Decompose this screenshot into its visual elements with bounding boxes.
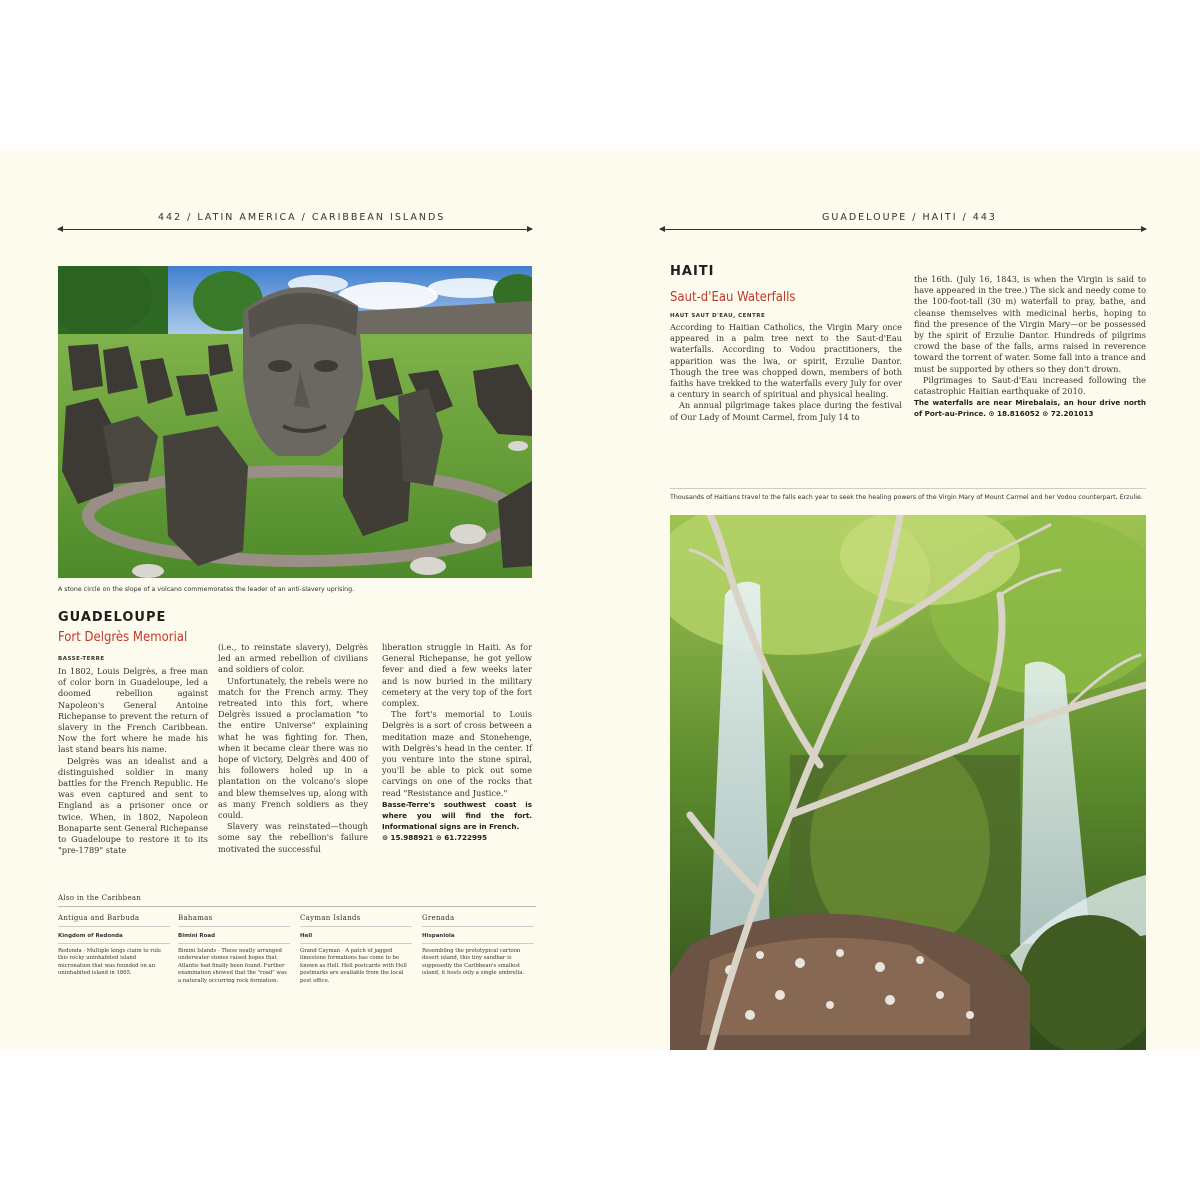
delgres-head-sculpture bbox=[243, 287, 363, 456]
article-column-1 bbox=[58, 666, 208, 856]
running-head-left: 442 / LATIN AMERICA / CARIBBEAN ISLANDS bbox=[158, 212, 446, 223]
paragraph: Slavery was reinstated—though some say the rebellion's failure motivated the successful bbox=[218, 821, 368, 854]
paragraph: According to Haitian Catholics, the Virgin Mary once appeared in a palm tree next to the Saut-d'Eau waterfalls. According to Vodou practitioners, the apparition was the lwa, or spirit, Erzulie Dantor. Though the tree was chopped down, members of both faiths have trekked to the waterfalls every July for over a century in search of spiritual and physical healing. bbox=[670, 322, 902, 400]
sidebar-text: Bimini Islands · These neatly arranged underwater stones raised hopes that Atlantis had finally been found. Further examination showed that the "road" was a naturally occurring rock formation. bbox=[178, 948, 287, 984]
right-page bbox=[600, 150, 1200, 1050]
stone-circle-photo bbox=[58, 266, 532, 578]
also-in-caribbean-heading: Also in the Caribbean bbox=[58, 894, 142, 902]
header-rule-right bbox=[660, 229, 1146, 230]
sidebar-country: Antigua and Barbuda bbox=[58, 914, 170, 927]
country-heading-guadeloupe: GUADELOUPE bbox=[58, 610, 167, 625]
visitor-info: Basse-Terre's southwest coast is where you will find the fort. Informational signs are in French. bbox=[382, 799, 532, 831]
paragraph: The fort's memorial to Louis Delgrès is a sort of cross between a meditation maze and Stonehenge, with Delgrès's head in the center. If you venture into the stone spiral, you'll be able to pick out some carvings on one of the rocks that read "Resistance and Justice." bbox=[382, 709, 532, 798]
sidebar-entry bbox=[422, 914, 534, 978]
sidebar-site: Hispaniola bbox=[422, 932, 534, 944]
sidebar-rule bbox=[58, 906, 536, 907]
paragraph: An annual pilgrimage takes place during the festival of Our Lady of Mount Carmel, from July 14 to bbox=[670, 400, 902, 422]
article-column-2 bbox=[914, 274, 1146, 419]
sidebar-country: Grenada bbox=[422, 914, 534, 927]
left-page bbox=[0, 150, 600, 1050]
site-title-saut-deau: Saut-d'Eau Waterfalls bbox=[670, 290, 796, 305]
visitor-info: The waterfalls are near Mirebalais, an hour drive north of Port-au-Prince. ⊙ 18.816052 ⊙ 72.201013 bbox=[914, 398, 1146, 419]
sidebar-entry bbox=[58, 914, 170, 978]
paragraph: (i.e., to reinstate slavery), Delgrès led an armed rebellion of civilians and soldiers of color. bbox=[218, 642, 368, 675]
article-column-3 bbox=[382, 642, 532, 843]
sidebar-text: Grand Cayman · A patch of jagged limestone formations has come to be known as Hell. Hell postcards with Hell postmarks are available from the local post office. bbox=[300, 948, 407, 984]
sidebar-site: Kingdom of Redonda bbox=[58, 932, 170, 944]
article-column-1 bbox=[670, 322, 902, 423]
sidebar-entry bbox=[300, 914, 412, 985]
photo-caption-right: Thousands of Haitians travel to the falls each year to seek the healing powers of the Virgin Mary of Mount Carmel and her Vodou counterpart, Erzulie. bbox=[670, 488, 1146, 502]
site-title-fort-delgres: Fort Delgrès Memorial bbox=[58, 630, 188, 645]
waterfall-photo bbox=[670, 515, 1146, 1050]
sidebar-site: Bimini Road bbox=[178, 932, 290, 944]
country-heading-haiti: HAITI bbox=[670, 264, 715, 279]
running-head-right: GUADELOUPE / HAITI / 443 bbox=[822, 212, 997, 223]
paragraph: Pilgrimages to Saut-d'Eau increased following the catastrophic Haitian earthquake of 2010. bbox=[914, 374, 1146, 397]
article-column-2 bbox=[218, 642, 368, 855]
paragraph: Delgrès was an idealist and a distinguished soldier in many battles for the French Republic. He was even captured and sent to England as a prisoner once or twice. When, in 1802, Napoleon Bonaparte sent General Richepanse to Guadeloupe to restore it to its "pre-1789" state bbox=[58, 755, 208, 856]
gps-coordinates: ⊙ 15.988921 ⊙ 61.722995 bbox=[382, 832, 488, 842]
sidebar-country: Cayman Islands bbox=[300, 914, 412, 927]
sidebar-country: Bahamas bbox=[178, 914, 290, 927]
paragraph: the 16th. (July 16, 1843, is when the Virgin is said to have appeared in the tree.) The sick and needy come to the 100-foot-tall (30 m) waterfall to pray, bathe, and cleanse themselves with medicinal herbs, hoping to find the presence of the Virgin Mary—or be possessed by the spirit of Erzulie Dantor. Hundreds of pilgrims crowd the base of the falls, arms raised in reverence toward the torrent of water. Some fall into a trance and must be supported by others so they don't drown. bbox=[914, 274, 1146, 374]
book-spread bbox=[0, 150, 1200, 1050]
header-rule-left bbox=[58, 229, 532, 230]
site-location-haut-saut-deau: HAUT SAUT D'EAU, CENTRE bbox=[670, 313, 766, 319]
paragraph: In 1802, Louis Delgrès, a free man of color born in Guadeloupe, led a doomed rebellion against Napoleon's General Antoine Richepanse to prevent the return of slavery in the French Caribbean. Now the fort where he made his last stand bears his name. bbox=[58, 666, 208, 755]
sidebar-site: Hell bbox=[300, 932, 412, 944]
site-location-basse-terre: BASSE-TERRE bbox=[58, 656, 105, 662]
paragraph: Unfortunately, the rebels were no match for the French army. They retreated into this fort, where Delgrès issued a proclamation "to the entire Universe" explaining what he was fighting for. Then, when it became clear there was no hope of victory, Delgrès and 400 of his followers holed up in a plantation on the volcano's slope and blew themselves up, along with as many French soldiers as they could. bbox=[218, 675, 368, 821]
photo-caption-left: A stone circle on the slope of a volcano commemorates the leader of an anti-slavery uprising. bbox=[58, 586, 355, 593]
sidebar-text: Redonda · Multiple kings claim to rule this rocky uninhabited island micronation that was founded on an uninhabited island in 1865. bbox=[58, 948, 162, 977]
sidebar-entry bbox=[178, 914, 290, 985]
paragraph: liberation struggle in Haiti. As for General Richepanse, he got yellow fever and died a few weeks later and is now buried in the military cemetery at the very top of the fort complex. bbox=[382, 642, 532, 709]
sidebar-text: Resembling the prototypical cartoon desert island, this tiny sandbar is supposedly the Caribbean's smallest island, it hosts only a single umbrella. bbox=[422, 948, 525, 977]
